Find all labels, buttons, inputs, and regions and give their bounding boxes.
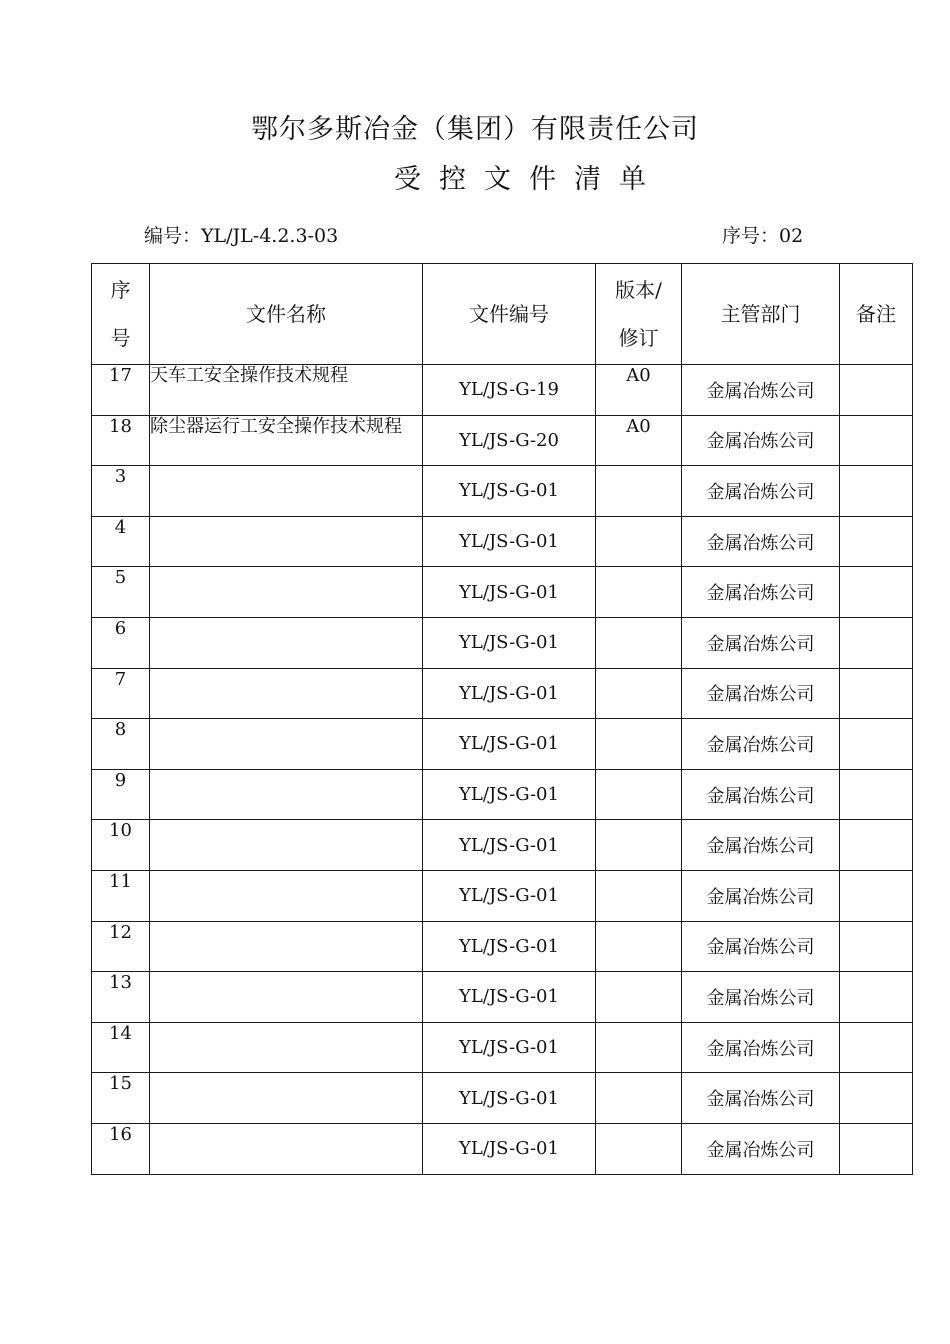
table-row [92,972,913,1023]
table-row [92,567,913,618]
cell-document-name [150,466,423,517]
cell-note [840,516,913,567]
cell-document-code: YL/JS-G-01 [423,617,596,668]
cell-document-name [150,617,423,668]
cell-document-code: YL/JS-G-01 [423,1073,596,1124]
header-version [596,264,682,365]
table-row [92,921,913,972]
cell-note [840,415,913,466]
cell-serial-number: 6 [92,617,150,668]
cell-serial-number: 7 [92,668,150,719]
cell-document-code: YL/JS-G-01 [423,769,596,820]
header-note: 备注 [840,264,913,365]
cell-department: 金属冶炼公司 [682,1123,840,1174]
cell-version [596,1123,682,1174]
table-row [92,1073,913,1124]
cell-note [840,1073,913,1124]
cell-department: 金属冶炼公司 [682,1022,840,1073]
cell-document-code: YL/JS-G-20 [423,415,596,466]
cell-note [840,617,913,668]
cell-document-name [150,1123,423,1174]
cell-document-name [150,870,423,921]
cell-department: 金属冶炼公司 [682,870,840,921]
cell-department: 金属冶炼公司 [682,820,840,871]
header-serial-number [92,264,150,365]
header-serial-number-top: 序 [110,278,131,302]
cell-serial-number: 13 [92,972,150,1023]
cell-serial-number: 5 [92,567,150,618]
cell-note [840,668,913,719]
header-version-top: 版本/ [615,278,662,302]
cell-document-code: YL/JS-G-01 [423,1022,596,1073]
cell-serial-number: 16 [92,1123,150,1174]
cell-note [840,870,913,921]
cell-document-code: YL/JS-G-01 [423,870,596,921]
header-department: 主管部门 [682,264,840,365]
cell-document-name [150,719,423,770]
table-body [92,365,913,1175]
cell-serial-number: 12 [92,921,150,972]
cell-document-code: YL/JS-G-01 [423,668,596,719]
company-name: 鄂尔多斯冶金（集团）有限责任公司 [251,114,699,145]
cell-serial-number: 15 [92,1073,150,1124]
cell-department: 金属冶炼公司 [682,516,840,567]
cell-note [840,719,913,770]
cell-note [840,567,913,618]
cell-version [596,870,682,921]
cell-version: A0 [596,365,682,416]
cell-note [840,466,913,517]
cell-document-name [150,516,423,567]
cell-version [596,466,682,517]
cell-department: 金属冶炼公司 [682,466,840,517]
cell-document-name [150,668,423,719]
table-row [92,1022,913,1073]
table-row [92,1123,913,1174]
cell-document-name [150,820,423,871]
cell-note [840,1022,913,1073]
cell-version: A0 [596,415,682,466]
cell-document-name [150,972,423,1023]
cell-version [596,820,682,871]
cell-version [596,1022,682,1073]
cell-department: 金属冶炼公司 [682,921,840,972]
cell-version [596,668,682,719]
cell-document-code: YL/JS-G-01 [423,972,596,1023]
header-version-bottom: 修订 [618,326,659,350]
document-code: 编号：YL/JL-4.2.3-03 [144,225,339,247]
cell-department: 金属冶炼公司 [682,1073,840,1124]
cell-serial-number: 8 [92,719,150,770]
cell-document-name [150,769,423,820]
table-row [92,415,913,466]
cell-department: 金属冶炼公司 [682,769,840,820]
controlled-documents-table [91,263,913,1175]
cell-department: 金属冶炼公司 [682,719,840,770]
table-row [92,668,913,719]
cell-document-code: YL/JS-G-01 [423,466,596,517]
header-serial-number-bottom: 号 [110,326,131,350]
cell-version [596,769,682,820]
cell-note [840,921,913,972]
table-row [92,466,913,517]
cell-document-name: 天车工安全操作技术规程 [150,365,423,416]
table-row [92,769,913,820]
cell-note [840,1123,913,1174]
cell-document-name [150,1022,423,1073]
table-row [92,617,913,668]
cell-serial-number: 17 [92,365,150,416]
table-header-row [92,264,913,365]
cell-document-name [150,567,423,618]
cell-department: 金属冶炼公司 [682,365,840,416]
cell-version [596,719,682,770]
table-row [92,365,913,416]
cell-department: 金属冶炼公司 [682,567,840,618]
cell-version [596,1073,682,1124]
cell-serial-number: 18 [92,415,150,466]
cell-version [596,567,682,618]
cell-document-code: YL/JS-G-01 [423,516,596,567]
cell-serial-number: 4 [92,516,150,567]
table-row [92,516,913,567]
cell-department: 金属冶炼公司 [682,415,840,466]
sequence-number: 序号：02 [722,225,804,247]
cell-note [840,820,913,871]
cell-note [840,365,913,416]
cell-note [840,769,913,820]
cell-document-name [150,1073,423,1124]
cell-document-code: YL/JS-G-01 [423,1123,596,1174]
table-row [92,719,913,770]
cell-version [596,972,682,1023]
cell-version [596,516,682,567]
cell-department: 金属冶炼公司 [682,972,840,1023]
cell-document-name [150,921,423,972]
cell-document-name: 除尘器运行工安全操作技术规程 [150,415,423,466]
document-title: 受控文件清单 [394,164,664,195]
cell-document-code: YL/JS-G-19 [423,365,596,416]
cell-document-code: YL/JS-G-01 [423,719,596,770]
cell-version [596,921,682,972]
table-row [92,820,913,871]
cell-serial-number: 9 [92,769,150,820]
cell-document-code: YL/JS-G-01 [423,567,596,618]
cell-note [840,972,913,1023]
cell-serial-number: 3 [92,466,150,517]
table-row [92,870,913,921]
cell-serial-number: 11 [92,870,150,921]
cell-serial-number: 10 [92,820,150,871]
cell-version [596,617,682,668]
cell-department: 金属冶炼公司 [682,617,840,668]
cell-department: 金属冶炼公司 [682,668,840,719]
header-document-name: 文件名称 [150,264,423,365]
cell-document-code: YL/JS-G-01 [423,921,596,972]
header-document-code: 文件编号 [423,264,596,365]
cell-serial-number: 14 [92,1022,150,1073]
cell-document-code: YL/JS-G-01 [423,820,596,871]
